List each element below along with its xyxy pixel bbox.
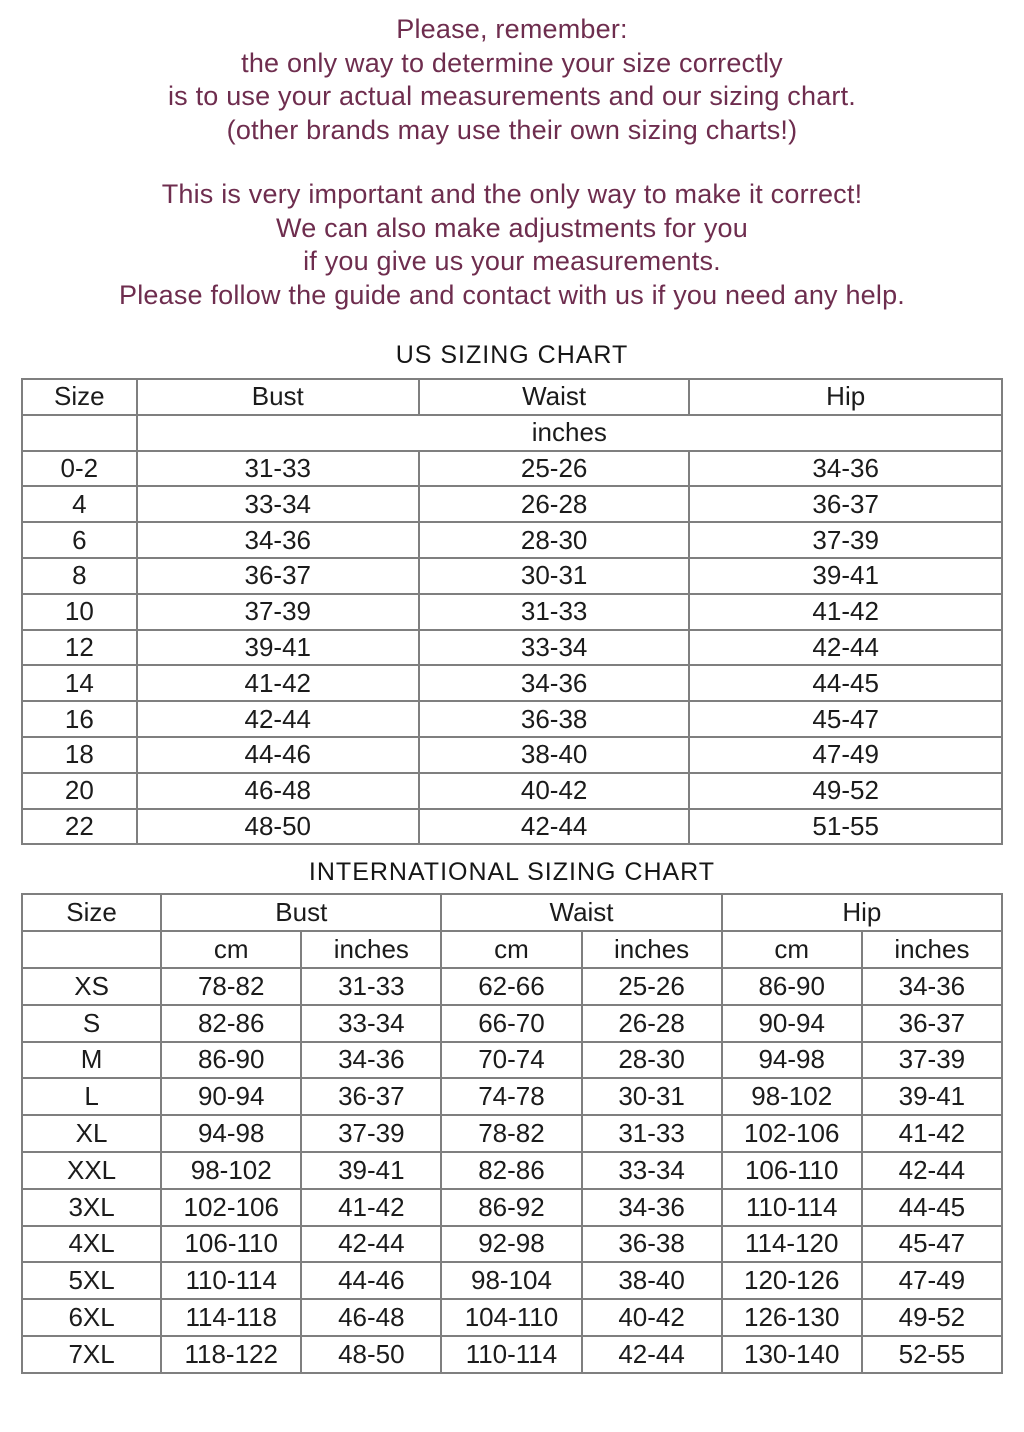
table-cell: 49-52 — [689, 773, 1002, 809]
table-row — [22, 665, 1002, 701]
table-cell: 41-42 — [301, 1189, 441, 1226]
table-cell: 78-82 — [441, 1115, 581, 1152]
international-sizing-chart-table — [21, 893, 1003, 1373]
table-cell: 42-44 — [419, 809, 689, 845]
table-cell: 94-98 — [722, 1042, 862, 1079]
table-cell: 42-44 — [582, 1336, 722, 1373]
table-cell: 25-26 — [582, 968, 722, 1005]
table-cell: 34-36 — [689, 451, 1002, 487]
empty-cell — [22, 415, 137, 451]
table-cell: 14 — [22, 665, 137, 701]
table-cell: 44-46 — [137, 737, 419, 773]
column-header-size: Size — [22, 379, 137, 415]
table-row — [22, 522, 1002, 558]
table-cell: XL — [22, 1115, 161, 1152]
unit-label-cell-waist-cm: cm — [441, 931, 581, 968]
table-cell: 42-44 — [862, 1152, 1002, 1189]
table-row — [22, 558, 1002, 594]
table-cell: 90-94 — [161, 1078, 301, 1115]
table-cell: 74-78 — [441, 1078, 581, 1115]
table-cell: 12 — [22, 630, 137, 666]
table-cell: 118-122 — [161, 1336, 301, 1373]
table-cell: 22 — [22, 809, 137, 845]
table-cell: 41-42 — [137, 665, 419, 701]
table-row — [22, 773, 1002, 809]
table-row — [22, 1005, 1002, 1042]
table-cell: 30-31 — [582, 1078, 722, 1115]
table-cell: 31-33 — [137, 451, 419, 487]
table-cell: 38-40 — [419, 737, 689, 773]
table-unit-row — [22, 931, 1002, 968]
table-cell: 98-104 — [441, 1262, 581, 1299]
table-cell: 39-41 — [689, 558, 1002, 594]
table-cell: 36-37 — [301, 1078, 441, 1115]
table-cell: 102-106 — [722, 1115, 862, 1152]
intro-line: This is very important and the only way to make it correct! — [161, 179, 863, 209]
column-header-size: Size — [22, 894, 161, 931]
table-row — [22, 1189, 1002, 1226]
table-cell: 66-70 — [441, 1005, 581, 1042]
table-cell: 4XL — [22, 1226, 161, 1263]
table-row — [22, 1042, 1002, 1079]
column-header-bust: Bust — [137, 379, 419, 415]
table-cell: 42-44 — [689, 630, 1002, 666]
column-header-hip: Hip — [722, 894, 1002, 931]
table-cell: 94-98 — [161, 1115, 301, 1152]
intro-line: the only way to determine your size correctly — [241, 47, 783, 78]
table-row — [22, 1262, 1002, 1299]
table-cell: 28-30 — [582, 1042, 722, 1079]
table-row — [22, 630, 1002, 666]
table-cell: 34-36 — [301, 1042, 441, 1079]
table-cell: 98-102 — [161, 1152, 301, 1189]
intro-line: Please follow the guide and contact with us if you need any help. — [118, 279, 905, 310]
table-cell: 37-39 — [862, 1042, 1002, 1079]
table-row — [22, 451, 1002, 487]
column-header-hip: Hip — [689, 379, 1002, 415]
table-cell: 10 — [22, 594, 137, 630]
table-cell: XS — [22, 968, 161, 1005]
unit-label-cell-bust-inches: inches — [301, 931, 441, 968]
table-cell: 110-114 — [161, 1262, 301, 1299]
table-row — [22, 1336, 1002, 1373]
table-cell: 44-45 — [862, 1189, 1002, 1226]
table-cell: 41-42 — [862, 1115, 1002, 1152]
table-cell: 3XL — [22, 1189, 161, 1226]
table-cell: 31-33 — [301, 968, 441, 1005]
table-cell: 39-41 — [301, 1152, 441, 1189]
table-cell: 8 — [22, 558, 137, 594]
table-cell: 39-41 — [862, 1078, 1002, 1115]
unit-label-cell-hip-inches: inches — [862, 931, 1002, 968]
table-cell: 130-140 — [722, 1336, 862, 1373]
table-cell: 86-90 — [722, 968, 862, 1005]
table-cell: 6 — [22, 522, 137, 558]
table-cell: 86-90 — [161, 1042, 301, 1079]
table-cell: 33-34 — [301, 1005, 441, 1042]
table-cell: 49-52 — [862, 1299, 1002, 1336]
table-cell: 33-34 — [582, 1152, 722, 1189]
table-cell: 45-47 — [689, 701, 1002, 737]
table-cell: 106-110 — [161, 1226, 301, 1263]
table-row — [22, 701, 1002, 737]
table-cell: 26-28 — [582, 1005, 722, 1042]
table-cell: 47-49 — [862, 1262, 1002, 1299]
table-cell: S — [22, 1005, 161, 1042]
table-cell: 62-66 — [441, 968, 581, 1005]
unit-label-cell-hip-cm: cm — [722, 931, 862, 968]
table-cell: 37-39 — [689, 522, 1002, 558]
table-cell: 20 — [22, 773, 137, 809]
table-cell: 39-41 — [137, 630, 419, 666]
table-cell: 42-44 — [137, 701, 419, 737]
intro-line: is to use your actual measurements and our sizing chart. — [167, 81, 857, 111]
table-cell: 126-130 — [722, 1299, 862, 1336]
intro-note — [0, 0, 1024, 147]
table-row — [22, 1299, 1002, 1336]
intro-line: (other brands may use their own sizing charts!) — [226, 114, 798, 145]
international-sizing-chart-title: INTERNATIONAL SIZING CHART — [308, 858, 716, 887]
table-cell: 44-45 — [689, 665, 1002, 701]
table-cell: 7XL — [22, 1336, 161, 1373]
table-cell: 33-34 — [419, 630, 689, 666]
table-cell: 82-86 — [441, 1152, 581, 1189]
table-cell: 33-34 — [137, 486, 419, 522]
table-cell: 78-82 — [161, 968, 301, 1005]
table-cell: 26-28 — [419, 486, 689, 522]
table-cell: 30-31 — [419, 558, 689, 594]
table-cell: 92-98 — [441, 1226, 581, 1263]
table-cell: 42-44 — [301, 1226, 441, 1263]
table-cell: 47-49 — [689, 737, 1002, 773]
intro-note-secondary — [0, 178, 1024, 312]
table-cell: 114-120 — [722, 1226, 862, 1263]
empty-cell — [22, 931, 161, 968]
table-header-row — [22, 894, 1002, 931]
table-cell: 37-39 — [137, 594, 419, 630]
table-cell: 28-30 — [419, 522, 689, 558]
table-cell: 4 — [22, 486, 137, 522]
us-sizing-chart-table — [21, 378, 1003, 845]
table-cell: 36-38 — [419, 701, 689, 737]
table-cell: 41-42 — [689, 594, 1002, 630]
table-cell: 82-86 — [161, 1005, 301, 1042]
table-unit-row — [22, 415, 1002, 451]
table-cell: 38-40 — [582, 1262, 722, 1299]
table-row — [22, 1115, 1002, 1152]
table-cell: 70-74 — [441, 1042, 581, 1079]
table-cell: 44-46 — [301, 1262, 441, 1299]
table-row — [22, 968, 1002, 1005]
table-cell: 25-26 — [419, 451, 689, 487]
table-cell: 34-36 — [582, 1189, 722, 1226]
table-cell: 102-106 — [161, 1189, 301, 1226]
table-cell: 31-33 — [582, 1115, 722, 1152]
table-cell: 110-114 — [441, 1336, 581, 1373]
table-cell: 45-47 — [862, 1226, 1002, 1263]
table-row — [22, 737, 1002, 773]
table-cell: 36-38 — [582, 1226, 722, 1263]
table-cell: 36-37 — [862, 1005, 1002, 1042]
unit-label-cell-waist-inches: inches — [582, 931, 722, 968]
table-row — [22, 1078, 1002, 1115]
column-header-waist: Waist — [419, 379, 689, 415]
table-cell: 86-92 — [441, 1189, 581, 1226]
table-row — [22, 809, 1002, 845]
table-header-row — [22, 379, 1002, 415]
table-cell: 51-55 — [689, 809, 1002, 845]
table-cell: 34-36 — [137, 522, 419, 558]
table-cell: 37-39 — [301, 1115, 441, 1152]
us-sizing-chart-title: US SIZING CHART — [395, 341, 629, 369]
table-row — [22, 1226, 1002, 1263]
table-cell: M — [22, 1042, 161, 1079]
table-cell: 90-94 — [722, 1005, 862, 1042]
table-cell: XXL — [22, 1152, 161, 1189]
table-cell: 36-37 — [137, 558, 419, 594]
table-row — [22, 1152, 1002, 1189]
table-cell: 18 — [22, 737, 137, 773]
table-cell: 16 — [22, 701, 137, 737]
table-cell: 106-110 — [722, 1152, 862, 1189]
table-cell: 34-36 — [419, 665, 689, 701]
column-header-bust: Bust — [161, 894, 441, 931]
table-cell: 40-42 — [582, 1299, 722, 1336]
unit-label-cell: inches — [137, 415, 1002, 451]
table-cell: 6XL — [22, 1299, 161, 1336]
table-cell: 34-36 — [862, 968, 1002, 1005]
intro-line: We can also make adjustments for you — [276, 212, 748, 243]
table-cell: 36-37 — [689, 486, 1002, 522]
table-cell: L — [22, 1078, 161, 1115]
table-cell: 48-50 — [137, 809, 419, 845]
table-cell: 52-55 — [862, 1336, 1002, 1373]
table-cell: 120-126 — [722, 1262, 862, 1299]
table-cell: 5XL — [22, 1262, 161, 1299]
table-cell: 48-50 — [301, 1336, 441, 1373]
table-cell: 98-102 — [722, 1078, 862, 1115]
table-cell: 114-118 — [161, 1299, 301, 1336]
table-cell: 110-114 — [722, 1189, 862, 1226]
intro-line: Please, remember: — [396, 14, 628, 44]
table-row — [22, 486, 1002, 522]
unit-label-cell-bust-cm: cm — [161, 931, 301, 968]
table-cell: 46-48 — [137, 773, 419, 809]
table-cell: 46-48 — [301, 1299, 441, 1336]
table-cell: 31-33 — [419, 594, 689, 630]
table-cell: 40-42 — [419, 773, 689, 809]
table-row — [22, 594, 1002, 630]
column-header-waist: Waist — [441, 894, 721, 931]
intro-line: if you give us your measurements. — [303, 246, 721, 276]
table-cell: 0-2 — [22, 451, 137, 487]
table-cell: 104-110 — [441, 1299, 581, 1336]
